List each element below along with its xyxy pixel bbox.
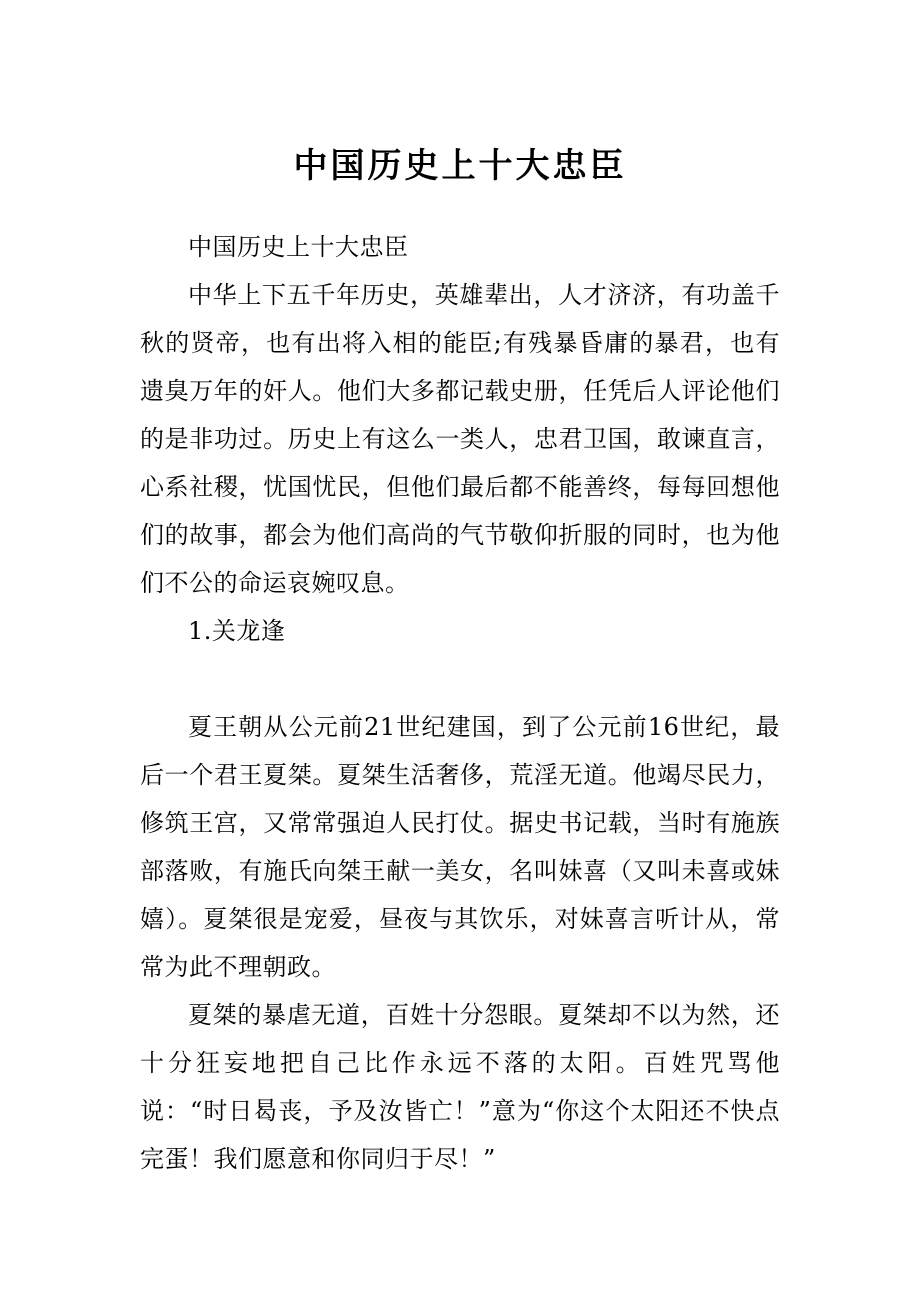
section-heading: 1.关龙逢 <box>188 617 286 645</box>
body-paragraph: 夏王朝从公元前21世纪建国，到了公元前16世纪，最后一个君王夏桀。夏桀生活奢侈，荒淫无道。他竭尽民力，修筑王宫，又常常强迫人民打仗。据史书记载，当时有施族部落败，有施氏向桀王献一美女，名叫妹喜（又叫未喜或妹嬉）。夏桀很是宠爱，昼夜与其饮乐，对妹喜言听计从，常常为此不理朝政。 <box>140 713 780 981</box>
body-paragraph: 夏桀的暴虐无道，百姓十分怨眼。夏桀却不以为然，还十分狂妄地把自己比作永远不落的太阳。百姓咒骂他说：“时日曷丧，予及汝皆亡！”意为“你这个太阳还不快点完蛋！我们愿意和你同归于尽！” <box>140 1001 780 1173</box>
intro-paragraph: 中华上下五千年历史，英雄辈出，人才济济，有功盖千秋的贤帝，也有出将入相的能臣;有残暴昏庸的暴君，也有遗臭万年的奸人。他们大多都记载史册，任凭后人评论他们的是非功过。历史上有这么一类人，忠君卫国，敢谏直言，心系社稷，忧国忧民，但他们最后都不能善终，每每回想他们的故事，都会为他们高尚的气节敬仰折服的同时，也为他们不公的命运哀婉叹息。 <box>140 281 780 597</box>
document-title: 中国历史上十大忠臣 <box>293 146 627 186</box>
document-subtitle: 中国历史上十大忠臣 <box>188 233 409 261</box>
